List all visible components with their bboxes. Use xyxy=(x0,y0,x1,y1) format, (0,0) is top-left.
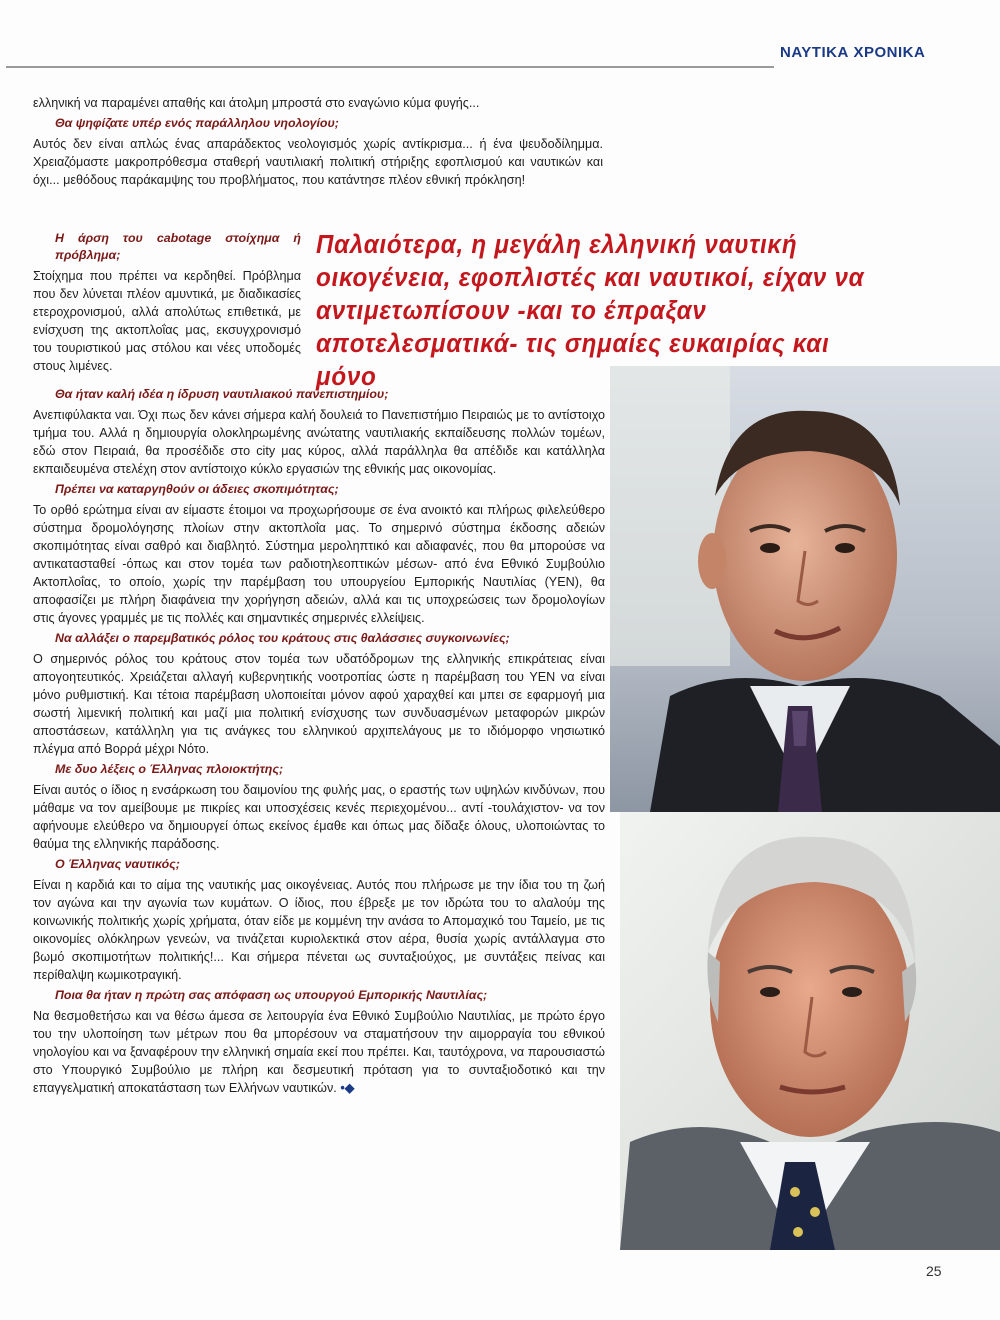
question: Πρέπει να καταργηθούν οι άδειες σκοπιμότητας; xyxy=(55,482,339,496)
answer: Ανεπιφύλακτα ναι. Όχι πως δεν κάνει σήμερα καλή δουλειά το Πανεπιστήμιο Πειραιώς με το αντίστοιχο τμήμα του. Αλλά η δημιουργία ολοκληρωμένης ανώτατης ναυτιλιακής εκπαίδευσης πολλών τομέων, εδώ στον Πειραιά, θα προσέδιδε στο city μας κύρος, αλλά παράλληλα θα απέδιδε και κατάλληλα εκπαιδευμένα στελέχη στον αντίστοιχο κύκλο εργασιών της εθνικής μας οικονομίας. xyxy=(33,408,605,476)
answer: Στοίχημα που πρέπει να κερδηθεί. Πρόβλημα που δεν λύνεται πλέον αμυντικά, με διαδικασίες ετεροχρονισμού, αλλά απολύτως επιθετικά, με ενίσχυση της ακτοπλοΐας μας, εκσυγχρονισμό του τουριστικού μας στόλου και νέες υποδομές στους λιμένες. xyxy=(33,269,301,373)
question: Ο Έλληνας ναυτικός; xyxy=(55,857,180,871)
answer: Είναι αυτός ο ίδιος η ενσάρκωση του δαιμονίου της φυλής μας, ο εραστής των υψηλών κινδύνων, που μάθαμε να τον αμείβουμε με πικρίες και υποσχέσεις κενές περιεχομένου... αντί -τουλάχιστον- να τον αφήνουμε ελεύθερο να δημιουργεί όπως εκείνος έμαθε και όπως μας δίδαξε όλους, υλοποιώντας το θαύμα της ελληνικής παράδοσης. xyxy=(33,783,605,851)
answer-text: Να θεσμοθετήσω και να θέσω άμεσα σε λειτουργία ένα Εθνικό Συμβούλιο Ναυτιλίας, με πρώτο έργο του την υλοποίηση των μέτρων που θα μπορέσουν να σταματήσουν την αιμορραγία του εθνικού νηολογίου και να ξαναφέρουν την ελληνική σημαία εκεί που πρέπει. Και, ταυτόχρονα, να παρουσιαστώ στο Υπουργικό Συμβούλιο με πλήρη και δεσμευτική πρόταση για το συνταξιοδοτικό και την επαγγελματική αποκατάσταση των Ελλήνων ναυτικών. xyxy=(33,1009,605,1095)
header-rule xyxy=(6,66,774,68)
question: Να αλλάξει ο παρεμβατικός ρόλος του κράτους στις θαλάσσιες συγκοινωνίες; xyxy=(55,631,510,645)
answer: Είναι η καρδιά και το αίμα της ναυτικής μας οικογένειας. Αυτός που πλήρωσε με την ίδια του τη ζωή τον αγώνα και την αγωνία των κυμάτων. Ο ίδιος, που έβρεξε με τον ιδρώτα του το αλαλούμ της κοινωνικής πολιτικής χωρίς χρήματα, όταν είδε με κομμένη την ανάσα το Απομαχικό του Ταμείο, με τις οικονομίες ολόκληρων γενεών, να τινάζεται κυριολεκτικά στον αέρα, θυσία χωρίς αντάλλαγμα στο βωμό σκοπιμοτήτων πολιτικής!... Και σήμερα πένεται ως συνταξιούχος, με συντάξεις πείνας και περίθαλψη κωμικοτραγική. xyxy=(33,878,605,982)
page-number: 25 xyxy=(926,1263,942,1279)
question: Ποια θα ήταν η πρώτη σας απόφαση ως υπουργού Εμπορικής Ναυτιλίας; xyxy=(55,988,488,1002)
section-title: ΝΑΥΤΙΚΑ ΧΡΟΝΙΚΑ xyxy=(780,44,926,61)
answer: Αυτός δεν είναι απλώς ένας απαράδεκτος νεολογισμός χωρίς αντίκρισμα... ή ένα ψευδοδίλημμα. Χρειαζόμαστε μακροπρόθεσμα σταθερή ναυτιλιακή πολιτική στήριξης εφοπλισμού και ναυτικών και όχι... μεθόδους παράκαμψης του προβλήματος, που κατάντησε πλέον εθνική πρόκληση! xyxy=(33,137,603,187)
portrait-photo-top xyxy=(610,366,1000,812)
question: Η άρση του cabotage στοίχημα ή πρόβλημα; xyxy=(55,231,301,262)
question: Θα ψηφίζατε υπέρ ενός παράλληλου νηολογίου; xyxy=(55,116,339,130)
intro-text: ελληνική να παραμένει απαθής και άτολμη μπροστά στο εναγώνιο κύμα φυγής... xyxy=(33,96,480,110)
end-mark: •◆ xyxy=(340,1081,355,1095)
answer: Ο σημερινός ρόλος του κράτους στον τομέα των υδατόδρομων της ελληνικής επικράτειας είναι απογοητευτικός. Χρειάζεται αλλαγή κυβερνητικής νοοτροπίας ώστε η παρέμβαση του ΥΕΝ να είναι μόνο ρυθμιστική. Και τέτοια παρέμβαση υλοποιείται μόνον αφού χαραχθεί και μπει σε εφαρμογή μια σωστή λιμενική πολιτική και μαζί μια πολιτική ενίσχυσης των συνδυασμένων μεταφορών μικρών αποστάσεων, κατάλληλη για τις ανάγκες του ελληνικού αρχιπελάγους με το ιδιόμορφο νησιωτικό πλέγμα από Βορρά μέχρι Νότο. xyxy=(33,652,605,756)
text-column-main xyxy=(33,386,605,1100)
text-column-top xyxy=(33,94,603,192)
portrait-photo-bottom xyxy=(620,812,1000,1250)
answer: Το ορθό ερώτημα είναι αν είμαστε έτοιμοι να προχωρήσουμε σε ένα ανοικτό και πλήρως φιλελεύθερο σύστημα δρομολόγησης πλοίων στην ακτοπλοΐα μας. Το σημερινό σύστημα έκδοσης αδειών σκοπιμότητας είναι σαθρό και διαβλητό. Σύστημα μεροληπτικό και αδιαφανές, που θα μπορούσε να αντικατασταθεί -όπως και στον τομέα των ραδιοτηλεοπτικών μέσων- από ένα Εθνικό Συμβούλιο Ακτοπλοΐας, το οποίο, χωρίς την παρέμβαση του υπουργείου Εμπορικής Ναυτιλίας (ΥΕΝ), θα αποφασίζει με πλήρη διαφάνεια την χορήγηση αδειών, αλλά και τις υποχρεώσεις των δρομολογίων στις άγονες γραμμές με τις πολλές και σημαντικές σημερινές ελλείψεις. xyxy=(33,503,605,625)
pull-quote: Παλαιότερα, η μεγάλη ελληνική ναυτική οικογένεια, εφοπλιστές και ναυτικοί, είχαν να αντιμετωπίσουν -και το έπραξαν αποτελεσματικά- τις σημαίες ευκαιρίας και μόνο xyxy=(316,229,865,391)
text-column-narrow xyxy=(33,230,301,378)
question: Με δυο λέξεις ο Έλληνας πλοιοκτήτης; xyxy=(55,762,284,776)
question: Θα ήταν καλή ιδέα η ίδρυση ναυτιλιακού πανεπιστημίου; xyxy=(55,387,389,401)
answer xyxy=(33,1007,605,1097)
